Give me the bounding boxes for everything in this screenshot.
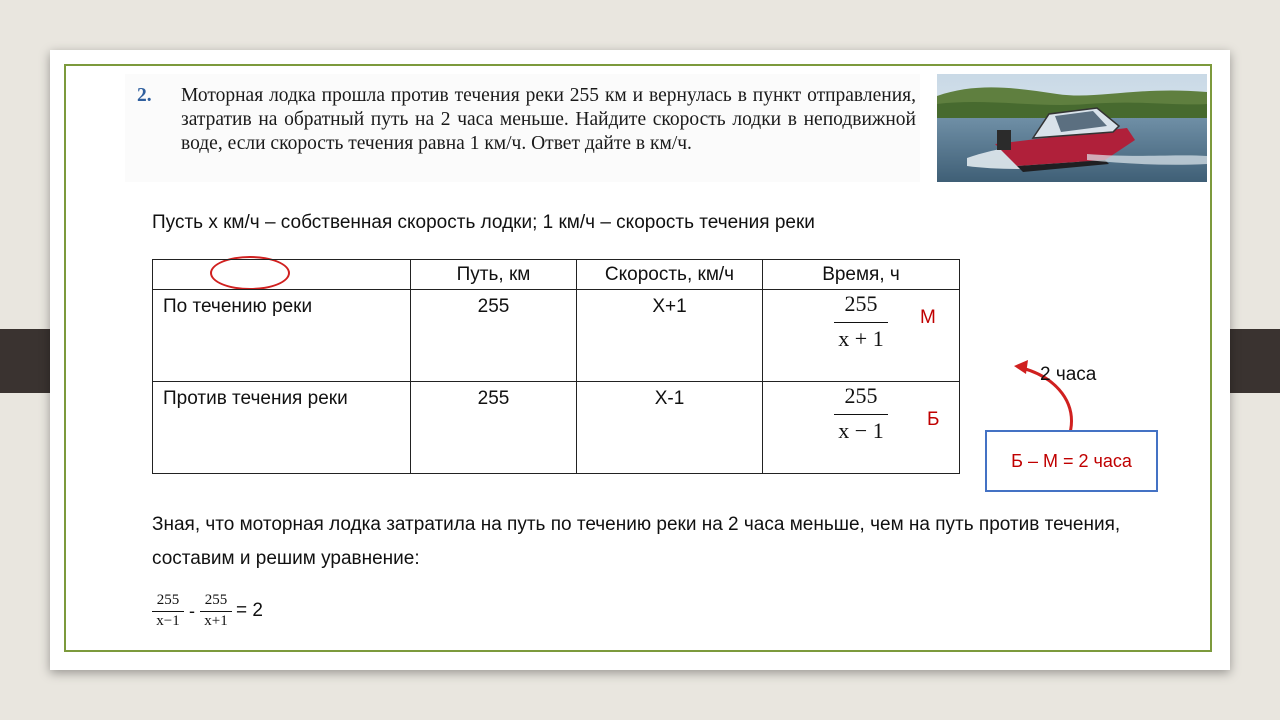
fraction-bar [200,611,232,612]
problem-text: Моторная лодка прошла против течения реки 255 км и вернулась в пункт отправления, затратив на обратный путь на 2 часа меньше. Найдите скорость лодки в неподвижной воде, если скорость течения равна 1 км/ч. Ответ дайте в км/ч. [181,85,916,154]
intro-before: Пусть [152,212,209,233]
table-header-row [153,260,960,290]
fraction-numerator: 255 [844,291,878,316]
table-header-cell: Путь, км [411,260,577,290]
fraction-denominator: x − 1 [838,418,884,443]
table-row [153,290,960,382]
speed-cell: Х-1 [577,382,763,474]
distance-cell: 255 [411,382,577,474]
result-box: Б – М = 2 часа [985,430,1158,492]
slide [50,50,1230,670]
fraction-bar [834,322,888,323]
fraction-numerator: 255 [156,592,180,608]
table-row [153,382,960,474]
time-fraction [834,290,888,353]
equation-fraction-2 [200,592,232,630]
fraction-denominator: x+1 [204,613,228,629]
equation-fraction-1 [152,592,184,630]
problem-number: 2. [137,85,152,106]
intro-after: – собственная скорость лодки; 1 км/ч – скорость течения реки [259,212,815,233]
fraction-denominator: x−1 [156,613,180,629]
speed-cell: Х+1 [577,290,763,382]
motorboat-photo [937,74,1207,182]
minus-sign: - [189,600,195,621]
fraction-numerator: 255 [204,592,228,608]
label-b: Б [927,409,940,430]
data-table [152,259,960,474]
explanation-paragraph: Зная, что моторная лодка затратила на путь по течению реки на 2 часа меньше, чем на путь против течения, составим и решим уравнение: [152,514,1121,569]
fraction-denominator: x + 1 [838,326,884,351]
distance-cell: 255 [411,290,577,382]
problem-statement [125,74,920,182]
intro-line [152,212,815,234]
time-fraction [834,382,888,445]
row-label: Против течения реки [153,382,411,474]
equation [152,592,263,630]
table-header-cell: Скорость, км/ч [577,260,763,290]
fraction-numerator: 255 [844,383,878,408]
fraction-bar [152,611,184,612]
equation-rhs: = 2 [236,600,263,621]
intro-variable: х км/ч [208,212,260,233]
table-header-cell [153,260,411,290]
time-cell [763,290,960,382]
difference-label: 2 часа [1040,364,1097,385]
table-header-cell: Время, ч [763,260,960,290]
label-m: М [920,307,936,328]
row-label: По течению реки [153,290,411,382]
fraction-bar [834,414,888,415]
